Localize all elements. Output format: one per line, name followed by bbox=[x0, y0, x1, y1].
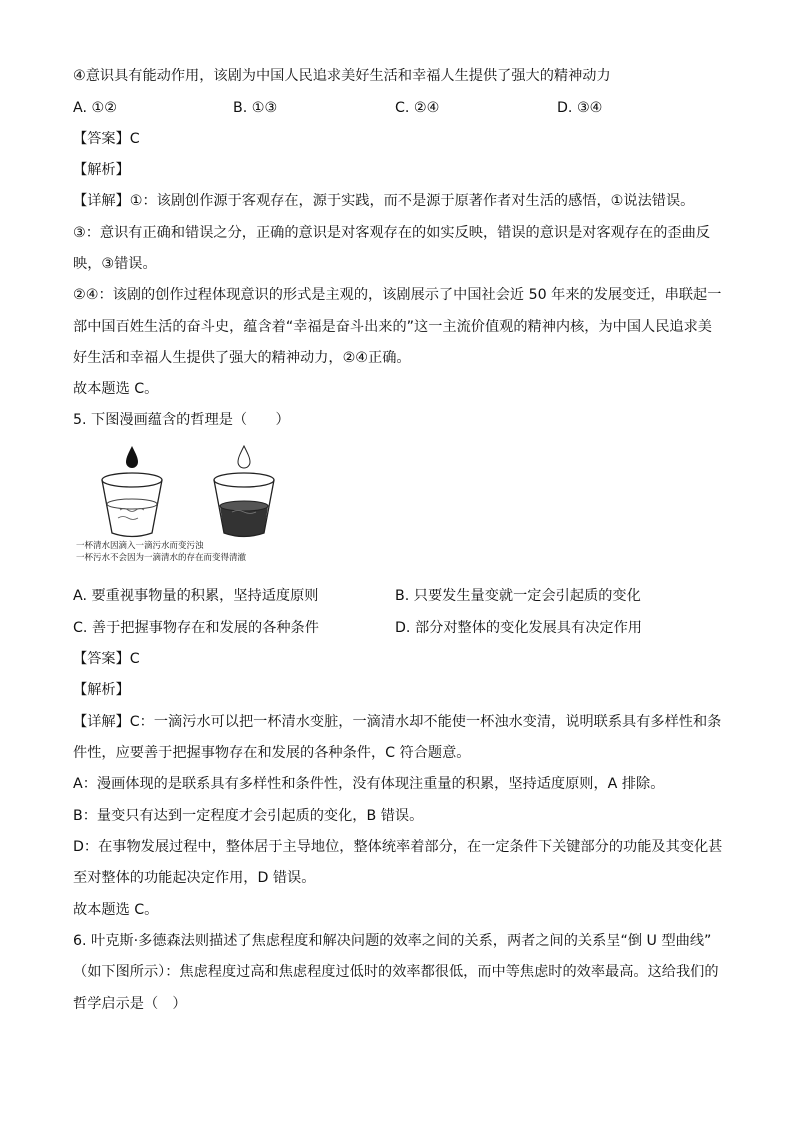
analysis-label: 【解析】 bbox=[73, 162, 130, 178]
explanation-line: 件性，应要善于把握事物存在和发展的各种条件，C 符合题意。 bbox=[73, 745, 471, 761]
dirty-drop-icon bbox=[126, 446, 138, 468]
conclusion-line: 故本题选 C。 bbox=[73, 381, 159, 397]
explanation-line: 【详解】①：该剧创作源于客观存在，源于实践，而不是源于原著作者对生活的感悟，①说法错误。 bbox=[73, 193, 695, 209]
question-5-stem: 5. 下图漫画蕴含的哲理是（ ） bbox=[73, 412, 290, 428]
explanation-line: D：在事物发展过程中，整体居于主导地位，整体统率着部分，在一定条件下关键部分的功能及其变化甚 bbox=[73, 839, 723, 855]
answer-label: 【答案】C bbox=[73, 651, 140, 667]
explanation-line: 映，③错误。 bbox=[73, 256, 157, 272]
explanation-line: 【详解】C：一滴污水可以把一杯清水变脏，一滴清水却不能使一杯浊水变清，说明联系具有多样性和条 bbox=[73, 714, 722, 730]
analysis-label: 【解析】 bbox=[73, 682, 130, 698]
explanation-line: ②④：该剧的创作过程体现意识的形式是主观的，该剧展示了中国社会近 50 年来的发展变迁，串联起一 bbox=[73, 287, 722, 303]
explanation-line: A：漫画体现的是联系具有多样性和条件性，没有体现注重量的积累，坚持适度原则，A 排除。 bbox=[73, 776, 665, 792]
option-a: A. ①② bbox=[73, 100, 117, 116]
option-a: A. 要重视事物量的积累，坚持适度原则 bbox=[73, 588, 319, 604]
statement-4: ④意识具有能动作用，该剧为中国人民追求美好生活和幸福人生提供了强大的精神动力 bbox=[73, 68, 611, 84]
caption-line-2: 一杯污水不会因为一滴清水的存在而变得清澈 bbox=[76, 553, 247, 563]
option-b: B. 只要发生量变就一定会引起质的变化 bbox=[395, 588, 641, 604]
question-6-line: 哲学启示是（ ） bbox=[73, 996, 187, 1012]
option-c: C. ②④ bbox=[395, 100, 440, 116]
question-6-line: 6. 叶克斯·多德森法则描述了焦虑程度和解决问题的效率之间的关系，两者之间的关系呈“倒 U 型曲线” bbox=[73, 933, 712, 949]
conclusion-line: 故本题选 C。 bbox=[73, 902, 159, 918]
explanation-line: 好生活和幸福人生提供了强大的精神动力，②④正确。 bbox=[73, 350, 411, 366]
option-d: D. ③④ bbox=[557, 100, 603, 116]
explanation-line: ③：意识有正确和错误之分，正确的意识是对客观存在的如实反映，错误的意识是对客观存在的歪曲反 bbox=[73, 225, 710, 241]
glasses-illustration bbox=[90, 440, 330, 550]
explanation-line: B：量变只有达到一定程度才会引起质的变化，B 错误。 bbox=[73, 808, 424, 824]
answer-label: 【答案】C bbox=[73, 131, 140, 147]
explanation-line: 部中国百姓生活的奋斗史，蕴含着“幸福是奋斗出来的”这一主流价值观的精神内核，为中国人民追求美 bbox=[73, 319, 712, 335]
question-6-line: （如下图所示）：焦虑程度过高和焦虑程度过低时的效率都很低，而中等焦虑时的效率最高。这给我们的 bbox=[73, 964, 719, 980]
clean-drop-icon bbox=[238, 446, 250, 468]
option-b: B. ①③ bbox=[233, 100, 278, 116]
caption-line-1: 一杯清水因滴入一滴污水而变污浊 bbox=[76, 541, 204, 551]
option-c: C. 善于把握事物存在和发展的各种条件 bbox=[73, 620, 319, 636]
option-d: D. 部分对整体的变化发展具有决定作用 bbox=[395, 620, 642, 636]
explanation-line: 至对整体的功能起决定作用，D 错误。 bbox=[73, 870, 316, 886]
